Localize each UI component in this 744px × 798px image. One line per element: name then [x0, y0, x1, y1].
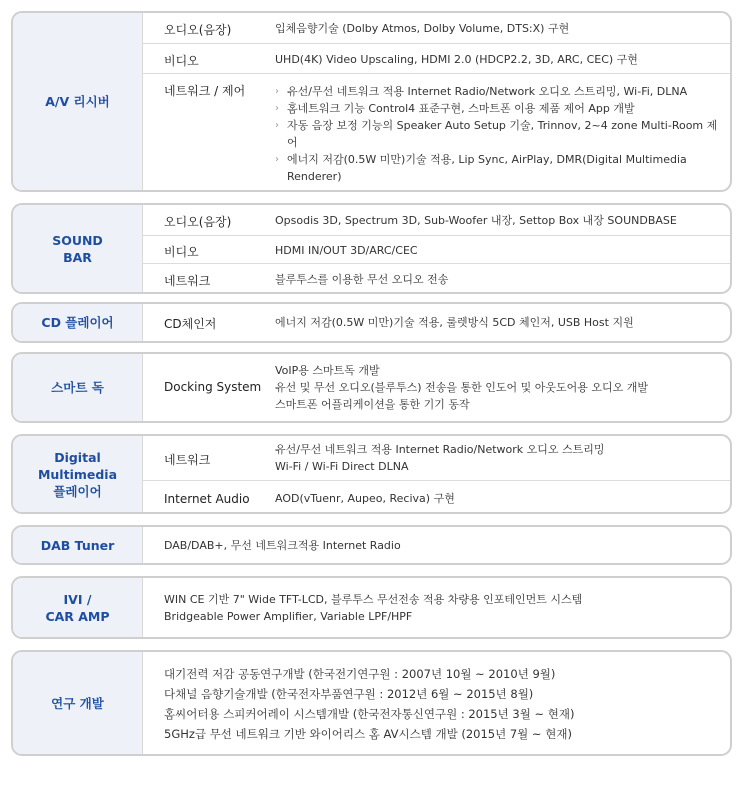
value-line: WIN CE 기반 7" Wide TFT-LCD, 블루투스 무선전송 적용 차량용 인포테인먼트 시스템 — [164, 593, 583, 606]
row-label: Docking System — [164, 380, 262, 394]
smart-dock-section — [11, 352, 732, 423]
row-value: AOD(vTuenr, Aupeo, Reciva) 구현 — [275, 492, 455, 505]
category-label-line: BAR — [63, 249, 92, 265]
spec-row — [143, 527, 730, 563]
value-line: 유선 및 무선 오디오(블루투스) 전송을 통한 인도어 및 아웃도어용 오디오 개발 — [275, 381, 648, 394]
value-line: 대기전력 저감 공동연구개발 (한국전기연구원 : 2007년 10월 ~ 2010년 9월) — [164, 667, 556, 681]
value-line: VoIP용 스마트독 개발 — [275, 364, 380, 377]
row-label: CD체인저 — [164, 317, 217, 331]
value-line: 다채널 음향기술개발 (한국전자부품연구원 : 2012년 6월 ~ 2015년 8월) — [164, 687, 534, 701]
category-label: DAB Tuner — [40, 537, 115, 553]
row-label: 네트워크 / 제어 — [164, 84, 246, 98]
category-cell — [13, 527, 143, 563]
row-label: 오디오(음장) — [164, 215, 232, 229]
row-value: Opsodis 3D, Spectrum 3D, Sub-Woofer 내장, Settop Box 내장 SOUNDBASE — [275, 214, 677, 227]
spec-row — [143, 436, 730, 480]
category-cell — [13, 13, 143, 190]
category-cell — [13, 652, 143, 754]
category-cell — [13, 436, 143, 512]
spec-row — [143, 73, 730, 190]
digital-multimedia-section — [11, 434, 732, 514]
spec-row — [143, 263, 730, 292]
spec-row — [143, 43, 730, 74]
value-line: 유선/무선 네트워크 적용 Internet Radio/Network 오디오 스트리밍 — [275, 443, 605, 456]
value-line: 홈씨어터용 스피커어레이 시스템개발 (한국전자통신연구원 : 2015년 3월 ~ 현재) — [164, 707, 575, 721]
row-value: DAB/DAB+, 무선 네트워크적용 Internet Radio — [164, 539, 401, 552]
category-cell — [13, 304, 143, 341]
spec-row — [143, 235, 730, 264]
soundbar-section — [11, 203, 732, 294]
category-label — [45, 591, 109, 625]
value-line: Bridgeable Power Amplifier, Variable LPF/HPF — [164, 610, 413, 623]
bullet-item: › 유선/무선 네트워크 적용 Internet Radio/Network 오디오 스트리밍, Wi-Fi, DLNA — [275, 83, 718, 100]
category-cell — [13, 354, 143, 421]
spec-row — [143, 480, 730, 512]
row-value: 블루투스를 이용한 무선 오디오 전송 — [275, 273, 449, 286]
ivi-car-amp-section — [11, 576, 732, 639]
row-label: 오디오(음장) — [164, 23, 232, 37]
spec-row — [143, 652, 730, 754]
category-label: 스마트 독 — [51, 380, 104, 395]
value-line: 5GHz급 무선 네트워크 기반 와이어리스 홈 AV시스템 개발 (2015년 7월 ~ 현재) — [164, 727, 572, 741]
av-receiver-section — [11, 11, 732, 192]
category-cell — [13, 205, 143, 292]
bullet-item: › 자동 음장 보정 기능의 Speaker Auto Setup 기술, Trinnov, 2~4 zone Multi-Room 제어 — [275, 117, 718, 151]
row-label: 네트워크 — [164, 274, 211, 288]
dab-tuner-section — [11, 525, 732, 565]
bullet-list — [275, 83, 718, 185]
row-value — [275, 362, 722, 413]
row-value: 에너지 저감(0.5W 미만)기술 적용, 룰렛방식 5CD 체인저, USB Host 지원 — [275, 316, 634, 329]
cd-player-section — [11, 302, 732, 343]
spec-row — [143, 205, 730, 235]
row-value — [275, 441, 722, 475]
category-cell — [13, 578, 143, 637]
category-label — [52, 232, 103, 266]
category-label — [13, 449, 142, 500]
bullet-item: › 홈네트워크 기능 Control4 표준구현, 스마트폰 이용 제품 제어 App 개발 — [275, 100, 718, 117]
category-label: CD 플레이어 — [41, 315, 114, 330]
spec-row — [143, 13, 730, 43]
row-label: 네트워크 — [164, 453, 211, 467]
category-label: A/V 리시버 — [45, 94, 110, 109]
row-label: 비디오 — [164, 245, 199, 259]
row-value: HDMI IN/OUT 3D/ARC/CEC — [275, 244, 418, 257]
value-line: 스마트폰 어플리케이션을 통한 기기 동작 — [275, 398, 470, 411]
row-value — [164, 591, 722, 625]
bullet-item: › 에너지 저감(0.5W 미만)기술 적용, Lip Sync, AirPlay, DMR(Digital Multimedia Renderer) — [275, 151, 718, 185]
spec-row — [143, 578, 730, 637]
row-value: 입체음향기술 (Dolby Atmos, Dolby Volume, DTS:X) 구현 — [275, 22, 570, 35]
research-section — [11, 650, 732, 756]
row-value: UHD(4K) Video Upscaling, HDMI 2.0 (HDCP2.2, 3D, ARC, CEC) 구현 — [275, 53, 638, 66]
category-label-line: IVI / — [63, 591, 92, 607]
value-line: Wi-Fi / Wi-Fi Direct DLNA — [275, 460, 409, 473]
category-label-line: CAR AMP — [45, 608, 110, 624]
row-label: Internet Audio — [164, 492, 250, 506]
row-value — [164, 664, 722, 744]
category-label: 연구 개발 — [51, 695, 104, 711]
row-label: 비디오 — [164, 54, 199, 68]
spec-row — [143, 304, 730, 341]
category-label-line: Digital Multimedia — [37, 449, 118, 482]
category-label-line: 플레이어 — [53, 483, 102, 499]
spec-row — [143, 354, 730, 421]
category-label-line: SOUND — [52, 232, 103, 248]
